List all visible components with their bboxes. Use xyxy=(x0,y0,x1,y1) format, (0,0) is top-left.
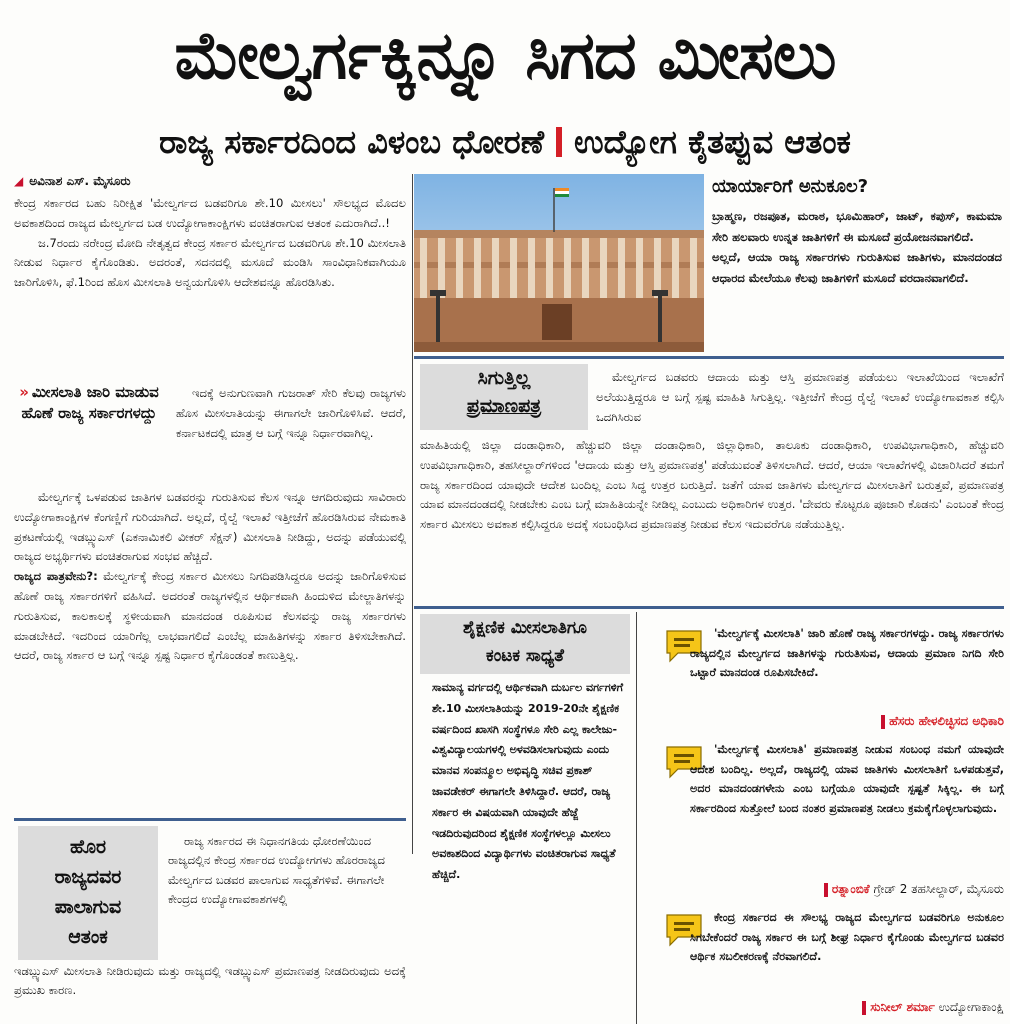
pull-quote xyxy=(14,382,164,486)
certificate-body xyxy=(420,436,1004,535)
article-paragraph-5-text: ಮೇಲ್ವರ್ಗಕ್ಕೆ ಕೇಂದ್ರ ಸರ್ಕಾರ ಮೀಸಲು ನಿಗದಿಪಡಿಸಿದ್ದರೂ ಅದನ್ನು ಜಾರಿಗೊಳಿಸುವ ಹೊಣೆ ರಾಜ್ಯ ಸರ್ಕಾರಗಳಿಗೆ ವಹಿಸಿದೆ. ಅದರಂತೆ ರಾಜ್ಯಗಳಲ್ಲಿನ ಆರ್ಥಿಕವಾಗಿ ಹಿಂದುಳಿದ ಮೇಲ್ಜಾತಿಗಳನ್ನು ಗುರುತಿಸುವ, ಕಾಲಕಾಲಕ್ಕೆ ಸ್ಥಳೀಯವಾಗಿ ಮಾನದಂಡ ರೂಪಿಸುವ ಕೆಲಸವನ್ನು ರಾಜ್ಯ ಸರ್ಕಾರಗಳು ಮಾಡಬೇಕಿದೆ. ಇದರಿಂದ ಯಾರಿಗೆಲ್ಲ ಲಾಭವಾಗಲಿದೆ ಎಂಬೆಲ್ಲ ಮಾಹಿತಿಗಳನ್ನು ಸರ್ಕಾರ ತಿಳಿಸಬೇಕಾಗಿದೆ. ಆದರೆ, ರಾಜ್ಯ ಸರ್ಕಾರ ಆ ಬಗ್ಗೆ ಇನ್ನೂ ಸ್ಪಷ್ಟ ನಿರ್ಧಾರ ಕೈಗೊಂಡಂತೆ ಕಾಣುತ್ತಿಲ್ಲ. xyxy=(14,569,406,663)
pull-quote-marker-icon: » xyxy=(19,383,29,401)
beneficiary-title: ಯಾರ್ಯಾರಿಗೆ ಅನುಕೂಲ? xyxy=(712,176,869,197)
beneficiary-paragraph-1: ಬ್ರಾಹ್ಮಣ, ರಜಪೂತ, ಮರಾಠ, ಭೂಮಿಹಾರ್, ಜಾಟ್, ಕಪುಸ್, ಕಾಮಮಾ ಸೇರಿ ಹಲವಾರು ಉನ್ನತ ಜಾತಿಗಳಿಗೆ ಈ ಮಸೂದೆ ಪ್ರಯೋಜನವಾಗಲಿದೆ. xyxy=(712,209,1002,244)
outsiders-body-continued xyxy=(14,962,406,1001)
quote-1 xyxy=(690,624,1004,683)
subhead-left: ರಾಜ್ಯ ಸರ್ಕಾರದಿಂದ ವಿಳಂಬ ಧೋರಣೆ xyxy=(159,122,545,161)
quote-3-text: ಕೇಂದ್ರ ಸರ್ಕಾರದ ಈ ಸೌಲಭ್ಯ ರಾಜ್ಯದ ಮೇಲ್ವರ್ಗದ ಬಡವರಿಗೂ ಅನುಕೂಲ ಸಿಗಬೇಕೆಂದರೆ ರಾಜ್ಯ ಸರ್ಕಾರ ಈ ಬಗ್ಗೆ ಶೀಘ್ರ ನಿರ್ಧಾರ ಕೈಗೊಂಡು ಮೇಲ್ವರ್ಗದ ಬಡವರ ಆರ್ಥಿಕ ಸಬಲೀಕರಣಕ್ಕೆ ನೆರವಾಗಲಿದೆ. xyxy=(690,911,1004,963)
quote-2-text: 'ಮೇಲ್ವರ್ಗಕ್ಕೆ ಮೀಸಲಾತಿ' ಪ್ರಮಾಣಪತ್ರ ನೀಡುವ ಸಂಬಂಧ ನಮಗೆ ಯಾವುದೇ ಆದೇಶ ಬಂದಿಲ್ಲ. ಅಲ್ಲದೆ, ರಾಜ್ಯದಲ್ಲಿ ಯಾವ ಜಾತಿಗಳು ಮೀಸಲಾತಿಗೆ ಒಳಪಡುತ್ತವೆ, ಅದರ ಮಾನದಂಡಗಳೇನು ಎಂಬ ಬಗ್ಗೆಯೂ ಯಾವುದೇ ಸ್ಪಷ್ಟತೆ ಸಿಕ್ಕಿಲ್ಲ. ಈ ಬಗ್ಗೆ ಸರ್ಕಾರದಿಂದ ಸುತ್ತೋಲೆ ಬಂದ ನಂತರ ಪ್ರಮಾಣಪತ್ರ ನೀಡಲು ಕ್ರಮಕೈಗೊಳ್ಳಲಾಗುವುದು. xyxy=(690,743,1004,815)
outsiders-paragraph: ರಾಜ್ಯ ಸರ್ಕಾರದ ಈ ನಿಧಾನಗತಿಯ ಧೋರಣೆಯಿಂದ ರಾಜ್ಯದಲ್ಲಿನ ಕೇಂದ್ರ ಸರ್ಕಾರದ ಉದ್ಯೋಗಗಳು ಹೊರರಾಜ್ಯದ ಮೇಲ್ವರ್ಗದ ಬಡವರ ಪಾಲಾಗುವ ಸಾಧ್ಯತೆಗಳಿವೆ. ಈಗಾಗಲೇ ಕೇಂದ್ರದ ಉದ್ಯೋಗಾವಕಾಶಗಳಲ್ಲಿ xyxy=(168,834,385,907)
outsiders-title-line-3: ಪಾಲಾಗುವ xyxy=(54,896,122,918)
byline-text: ಅವಿನಾಶ ಎಸ್. ಮೈಸೂರು xyxy=(29,174,131,188)
parliament-photo xyxy=(414,174,704,352)
quote-2-name: ರತ್ನಾಂಬಿಕೆ xyxy=(831,882,870,896)
quote-2-attribution xyxy=(690,882,1004,897)
article-paragraph-4: ಮೇಲ್ವರ್ಗಕ್ಕೆ ಒಳಪಡುವ ಜಾತಿಗಳ ಬಡವರನ್ನು ಗುರುತಿಸುವ ಕೆಲಸ ಇನ್ನೂ ಆಗದಿರುವುದು ಸಾವಿರಾರು ಉದ್ಯೋಗಾಕಾಂಕ್ಷಿಗಳ ಕೆಂಗಣ್ಣಿಗೆ ಗುರಿಯಾಗಿದೆ. ಅಲ್ಲದೆ, ರೈಲ್ವೆ ಇಲಾಖೆ ಇತ್ತೀಚೆಗೆ ಹೊರಡಿಸಿರುವ ನೇಮಕಾತಿ ಪ್ರಕಟಣೆಯಲ್ಲಿ ಇಡಬ್ಲ್ಯುಎಸ್ (ಎಕನಾಮಿಕಲಿ ವೀಕರ್ ಸೆಕ್ಷನ್) ಮೀಸಲಾತಿ ನೀಡಿದ್ದು, ಅದನ್ನು ಪಡೆಯುವಲ್ಲಿ ರಾಜ್ಯದ ಅಭ್ಯರ್ಥಿಗಳು ವಂಚಿತರಾಗುವ ಸಂಭವ ಹೆಚ್ಚಿದೆ. xyxy=(14,490,406,564)
education-paragraph: ಸಾಮಾನ್ಯ ವರ್ಗದಲ್ಲಿ ಆರ್ಥಿಕವಾಗಿ ದುರ್ಬಲ ವರ್ಗಗಳಿಗೆ ಶೇ.10 ಮೀಸಲಾತಿಯನ್ನು 2019-20ನೇ ಶೈಕ್ಷಣಿಕ ವರ್ಷದಿಂದ ಖಾಸಗಿ ಸಂಸ್ಥೆಗಳೂ ಸೇರಿ ಎಲ್ಲ ಕಾಲೇಜು-ವಿಶ್ವವಿದ್ಯಾಲಯಗಳಲ್ಲಿ ಅಳವಡಿಸಲಾಗುವುದು ಎಂದು ಮಾನವ ಸಂಪನ್ಮೂಲ ಅಭಿವೃದ್ಧಿ ಸಚಿವ ಪ್ರಕಾಶ್ ಜಾವಡೇಕರ್ ಈಗಾಗಲೇ ತಿಳಿಸಿದ್ದಾರೆ. ಆದರೆ, ರಾಜ್ಯ ಸರ್ಕಾರ ಈ ವಿಷಯವಾಗಿ ಯಾವುದೇ ಹೆಜ್ಜೆ ಇಡದಿರುವುದರಿಂದ ಶೈಕ್ಷಣಿಕ ಸಂಸ್ಥೆಗಳಲ್ಲೂ ಮೀಸಲು ಅವಕಾಶದಿಂದ ವಿದ್ಯಾರ್ಥಿಗಳು ವಂಚಿತರಾಗುವ ಸಾಧ್ಯತೆ ಹೆಚ್ಚಿದೆ. xyxy=(432,681,624,882)
column-divider xyxy=(636,612,637,1024)
certificate-title-box xyxy=(420,364,588,430)
pull-quote-text: ಮೀಸಲಾತಿ ಜಾರಿ ಮಾಡುವ ಹೊಣೆ ರಾಜ್ಯ ಸರ್ಕಾರಗಳದ್ದು xyxy=(21,383,159,422)
quote-2-role: ಗ್ರೇಡ್ 2 ತಹಸೀಲ್ದಾರ್, ಮೈಸೂರು xyxy=(869,882,1004,896)
education-title-line-1: ಶೈಕ್ಷಣಿಕ ಮೀಸಲಾತಿಗೂ xyxy=(463,618,587,638)
byline xyxy=(14,174,406,189)
attribution-bar xyxy=(862,1001,866,1015)
quote-3-role: ಉದ್ಯೋಗಾಕಾಂಕ್ಷಿ xyxy=(934,1000,1004,1014)
beneficiary-body xyxy=(712,206,1002,288)
quote-3-name: ಸುನೀಲ್ ಶರ್ಮಾ xyxy=(870,1000,935,1014)
education-body xyxy=(432,678,630,886)
article-paragraph-2: ಜ.7ರಂದು ನರೇಂದ್ರ ಮೋದಿ ನೇತೃತ್ವದ ಕೇಂದ್ರ ಸರ್ಕಾರ ಮೇಲ್ವರ್ಗದ ಬಡವರಿಗೂ ಶೇ.10 ಮೀಸಲಾತಿ ನೀಡುವ ನಿರ್ಧಾರ ಕೈಗೊಂಡಿತು. ಅದರಂತೆ, ಸದನದಲ್ಲಿ ಮಸೂದೆ ಮಂಡಿಸಿ ಸಾಂವಿಧಾನಿಕವಾಗಿಯೂ ಜಾರಿಗೊಳಿಸಿ, ಫೆ.1ರಿಂದ ಹೊಸ ಮೀಸಲಾತಿ ಅನ್ವಯಗೊಳಿಸಿ ಆದೇಶವನ್ನೂ ಹೊರಡಿಸಿತು. xyxy=(14,235,406,290)
certificate-paragraph: ಮಾಹಿತಿಯಲ್ಲಿ ಜಿಲ್ಲಾ ದಂಡಾಧಿಕಾರಿ, ಹೆಚ್ಚುವರಿ ಜಿಲ್ಲಾ ದಂಡಾಧಿಕಾರಿ, ಜಿಲ್ಲಾಧಿಕಾರಿ, ತಾಲೂಕು ದಂಡಾಧಿಕಾರಿ, ಉಪವಿಭಾಗಾಧಿಕಾರಿ, ಹೆಚ್ಚುವರಿ ಉಪವಿಭಾಗಾಧಿಕಾರಿ, ತಹಸೀಲ್ದಾರ್‌ಗಳಿಂದ 'ಆದಾಯ ಮತ್ತು ಆಸ್ತಿ ಪ್ರಮಾಣಪತ್ರ' ಪಡೆಯುವಂತೆ ತಿಳಿಸಲಾಗಿದೆ. ಆದರೆ, ಆಯಾ ಇಲಾಖೆಗಳಲ್ಲಿ ವಿಚಾರಿಸಿದರೆ ತಮಗೆ ರಾಜ್ಯ ಸರ್ಕಾರದಿಂದ ಯಾವುದೇ ಆದೇಶ ಬಂದಿಲ್ಲ ಎಂಬ ಸಿದ್ಧ ಉತ್ತರ ಬರುತ್ತಿದೆ. ಜತೆಗೆ ಯಾವ ಜಾತಿಗಳು ಮೇಲ್ವರ್ಗದ ಮೀಸಲಾತಿಗೆ ಬರುತ್ತವೆ, ಪ್ರಮಾಣಪತ್ರ ಯಾವ ಮಾನದಂಡದಲ್ಲಿ ನೀಡಬೇಕು ಎಂಬ ಬಗ್ಗೆ ಮಾಹಿತಿಯನ್ನೇ ನೀಡಿಲ್ಲ ಎಂಬುದು ಅಧಿಕಾರಿಗಳ ಉತ್ತರ. 'ದೇವರು ಕೊಟ್ಟರೂ ಪೂಜಾರಿ ಕೊಡನು' ಎಂಬಂತೆ ಕೇಂದ್ರ ಸರ್ಕಾರ ಮೀಸಲು ಅವಕಾಶ ಕಲ್ಪಿಸಿದ್ದರೂ ಅದಕ್ಕೆ ಸಂಬಂಧಿಸಿದ ಪ್ರಮಾಣಪತ್ರ ನೀಡುವ ಕೆಲಸ ಇದುವರೆಗೂ ನಡೆಯುತ್ತಿಲ್ಲ. xyxy=(420,438,1004,532)
article-left-column xyxy=(14,194,406,293)
headline: ಮೇಲ್ವರ್ಗಕ್ಕಿನ್ನೂ ಸಿಗದ ಮೀಸಲು xyxy=(174,16,836,94)
certificate-title-line-2: ಪ್ರಮಾಣಪತ್ರ xyxy=(466,395,542,417)
subheadline xyxy=(0,116,1010,168)
parliament-illustration xyxy=(414,174,704,352)
outsiders-paragraph-last: ಇಡಬ್ಲ್ಯುಎಸ್ ಮೀಸಲಾತಿ ನೀಡಿರುವುದು ಮತ್ತು ರಾಜ್ಯದಲ್ಲಿ ಇಡಬ್ಲ್ಯುಎಸ್ ಪ್ರಮಾಣಪತ್ರ ನೀಡದಿರುವುದು ಅದಕ್ಕೆ ಪ್ರಮುಖ ಕಾರಣ. xyxy=(14,964,406,998)
article-left-column-continued xyxy=(14,488,406,666)
article-left-column-narrow xyxy=(176,384,406,443)
subhead-separator xyxy=(556,127,562,157)
outsiders-title-line-2: ರಾಜ್ಯದವರ xyxy=(54,866,122,888)
article-paragraph-5 xyxy=(14,567,406,666)
quote-2 xyxy=(690,740,1004,818)
outsiders-title-box xyxy=(18,826,158,960)
subhead-right: ಉದ್ಯೋಗ ಕೈತಪ್ಪುವ ಆತಂಕ xyxy=(574,122,851,161)
education-title-line-2: ಕಂಟಕ ಸಾಧ್ಯತೆ xyxy=(486,646,564,666)
attribution-bar xyxy=(881,715,885,729)
outsiders-title-line-4: ಆತಂಕ xyxy=(68,926,108,948)
certificate-title-line-1: ಸಿಗುತ್ತಿಲ್ಲ xyxy=(477,367,531,389)
education-title-box xyxy=(420,614,630,674)
quote-3-attribution xyxy=(690,1000,1004,1015)
byline-marker-icon: ◢ xyxy=(14,174,24,188)
article-paragraph-1: ಕೇಂದ್ರ ಸರ್ಕಾರದ ಬಹು ನಿರೀಕ್ಷಿತ 'ಮೇಲ್ವರ್ಗದ ಬಡವರಿಗೂ ಶೇ.10 ಮೀಸಲು' ಸೌಲಭ್ಯದ ಮೊದಲ ಅವಕಾಶದಿಂದ ರಾಜ್ಯದ ಮೇಲ್ವರ್ಗದ ಬಡ ಉದ್ಯೋಗಾಕಾಂಕ್ಷಿಗಳು ವಂಚಿತರಾಗುವ ಆತಂಕ ಎದುರಾಗಿದೆ..! xyxy=(14,196,406,230)
attribution-bar xyxy=(824,883,828,897)
column-divider xyxy=(412,174,413,854)
certificate-paragraph-top: ಮೇಲ್ವರ್ಗದ ಬಡವರು ಆದಾಯ ಮತ್ತು ಆಸ್ತಿ ಪ್ರಮಾಣಪತ್ರ ಪಡೆಯಲು ಇಲಾಖೆಯಿಂದ ಇಲಾಖೆಗೆ ಅಲೆಯುತ್ತಿದ್ದರೂ ಆ ಬಗ್ಗೆ ಸ್ಪಷ್ಟ ಮಾಹಿತಿ ಸಿಗುತ್ತಿಲ್ಲ. ಇತ್ತೀಚೆಗೆ ಕೇಂದ್ರ ರೈಲ್ವೆ ಇಲಾಖೆ ಉದ್ಯೋಗಾವಕಾಶ ಕಲ್ಪಿಸಿ ಒದಗಿಸಿರುವ xyxy=(596,370,1004,424)
quote-3 xyxy=(690,908,1004,967)
section-lead: ರಾಜ್ಯದ ಪಾತ್ರವೇನು?: xyxy=(14,569,98,584)
outsiders-title-line-1: ಹೊರ xyxy=(69,836,107,858)
certificate-intro xyxy=(596,368,1004,427)
section-rule xyxy=(414,606,1004,609)
quote-1-attribution xyxy=(690,714,1004,729)
section-rule xyxy=(14,818,406,821)
outsiders-body xyxy=(168,832,406,910)
quote-1-name: ಹೆಸರು ಹೇಳಲಿಚ್ಛಿಸದ ಅಧಿಕಾರಿ xyxy=(889,714,1004,728)
beneficiary-paragraph-2: ಅಲ್ಲದೆ, ಆಯಾ ರಾಜ್ಯ ಸರ್ಕಾರಗಳು ಗುರುತಿಸುವ ಜಾತಿಗಳು, ಮಾನದಂಡದ ಆಧಾರದ ಮೇಲೆಯೂ ಕೆಲವು ಜಾತಿಗಳಿಗೆ ಮಸೂದೆ ವರದಾನವಾಗಲಿದೆ. xyxy=(712,250,1002,285)
quote-1-text: 'ಮೇಲ್ವರ್ಗಕ್ಕೆ ಮೀಸಲಾತಿ' ಜಾರಿ ಹೊಣೆ ರಾಜ್ಯ ಸರ್ಕಾರಗಳದ್ದು. ರಾಜ್ಯ ಸರ್ಕಾರಗಳು ರಾಜ್ಯದಲ್ಲಿನ ಮೇಲ್ವರ್ಗದ ಜಾತಿಗಳನ್ನು ಗುರುತಿಸುವ, ಆದಾಯ ಪ್ರಮಾಣ ನಿಗದಿ ಸೇರಿ ಒಟ್ಟಾರೆ ಮಾನದಂಡ ರೂಪಿಸಬೇಕಿದೆ. xyxy=(690,627,1004,679)
section-rule xyxy=(414,356,1004,359)
article-paragraph-3: ಇದಕ್ಕೆ ಅನುಗುಣವಾಗಿ ಗುಜರಾತ್ ಸೇರಿ ಕೆಲವು ರಾಜ್ಯಗಳು ಹೊಸ ಮೀಸಲಾತಿಯನ್ನು ಈಗಾಗಲೇ ಜಾರಿಗೊಳಿಸಿವೆ. ಆದರೆ, ಕರ್ನಾಟಕದಲ್ಲಿ ಮಾತ್ರ ಆ ಬಗ್ಗೆ ಇನ್ನೂ ನಿರ್ಧಾರವಾಗಿಲ್ಲ. xyxy=(176,386,406,440)
